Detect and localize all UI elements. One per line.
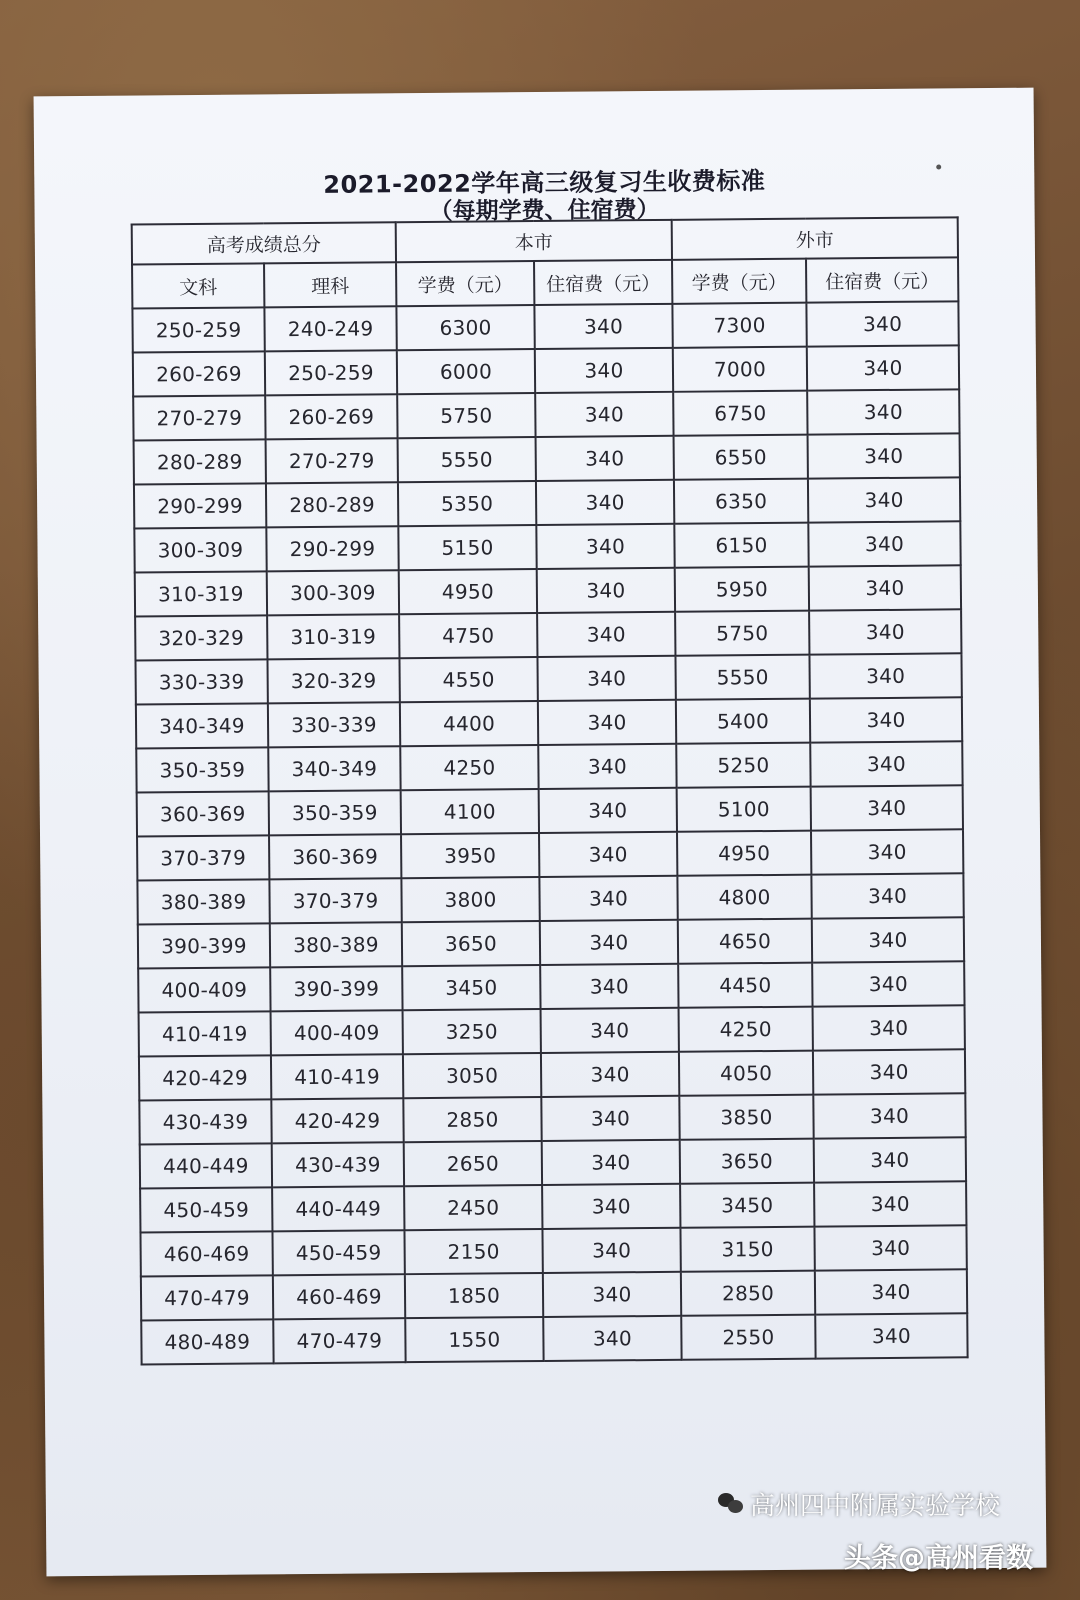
science-score-cell: 340-349 (268, 746, 400, 791)
local-tuition-cell: 4100 (401, 789, 539, 834)
local-tuition-cell: 3800 (401, 877, 539, 922)
science-score-cell: 420-429 (271, 1098, 403, 1143)
other-tuition-cell: 5550 (675, 655, 809, 700)
local-accommodation-cell: 340 (539, 876, 677, 921)
other-accommodation-cell: 340 (810, 697, 962, 742)
liberal-arts-score-cell: 420-429 (139, 1055, 271, 1100)
liberal-arts-score-cell: 460-469 (140, 1231, 272, 1276)
liberal-arts-score-cell: 450-459 (140, 1187, 272, 1232)
liberal-arts-score-cell: 300-309 (134, 527, 266, 572)
table-row (140, 1225, 966, 1276)
other-accommodation-cell: 340 (811, 785, 963, 830)
other-tuition-cell: 4450 (678, 963, 812, 1008)
other-accommodation-cell: 340 (810, 741, 962, 786)
local-accommodation-cell: 340 (542, 1228, 680, 1273)
other-tuition-header: 学费（元） (672, 259, 806, 304)
other-accommodation-cell: 340 (808, 477, 960, 522)
science-score-cell: 390-399 (270, 966, 402, 1011)
other-tuition-cell: 4250 (679, 1007, 813, 1052)
table-row (139, 1005, 965, 1056)
local-tuition-cell: 5350 (398, 481, 536, 526)
other-accommodation-cell: 340 (807, 345, 959, 390)
other-city-header: 外市 (672, 217, 958, 259)
science-score-cell: 380-389 (270, 922, 402, 967)
table-row (139, 1049, 965, 1100)
table-row (133, 389, 959, 440)
liberal-arts-score-cell: 440-449 (140, 1143, 272, 1188)
local-accommodation-cell: 340 (537, 568, 675, 613)
other-tuition-cell: 5100 (677, 787, 811, 832)
table-row (137, 873, 963, 924)
other-tuition-cell: 3150 (680, 1227, 814, 1272)
science-header: 理科 (264, 262, 396, 307)
other-tuition-cell: 4800 (677, 875, 811, 920)
science-score-cell: 350-359 (269, 790, 401, 835)
other-accommodation-cell: 340 (809, 653, 961, 698)
table-row (141, 1269, 967, 1320)
table-row (133, 345, 959, 396)
other-tuition-cell: 4650 (678, 919, 812, 964)
liberal-arts-score-cell: 280-289 (134, 439, 266, 484)
local-accommodation-cell: 340 (535, 348, 673, 393)
other-accommodation-cell: 340 (814, 1181, 966, 1226)
local-tuition-cell: 4250 (400, 745, 538, 790)
local-tuition-cell: 6300 (396, 305, 534, 350)
science-score-cell: 400-409 (271, 1010, 403, 1055)
liberal-arts-score-cell: 360-369 (137, 791, 269, 836)
science-score-cell: 250-259 (265, 350, 397, 395)
other-accommodation-cell: 340 (815, 1269, 967, 1314)
table-row (134, 477, 960, 528)
local-tuition-cell: 3450 (402, 965, 540, 1010)
other-tuition-cell: 6350 (674, 479, 808, 524)
other-tuition-cell: 5750 (675, 611, 809, 656)
science-score-cell: 300-309 (267, 570, 399, 615)
local-accommodation-cell: 340 (538, 700, 676, 745)
other-tuition-cell: 3650 (680, 1139, 814, 1184)
local-tuition-cell: 5750 (397, 393, 535, 438)
local-accommodation-cell: 340 (534, 304, 672, 349)
other-accommodation-cell: 340 (809, 565, 961, 610)
science-score-cell: 370-379 (269, 878, 401, 923)
header-row-2 (132, 257, 958, 308)
other-tuition-cell: 4950 (677, 831, 811, 876)
liberal-arts-score-cell: 430-439 (139, 1099, 271, 1144)
science-score-cell: 460-469 (273, 1274, 405, 1319)
local-tuition-cell: 2850 (403, 1097, 541, 1142)
other-accommodation-cell: 340 (808, 521, 960, 566)
local-tuition-cell: 4550 (399, 657, 537, 702)
other-accommodation-header: 住宿费（元） (806, 257, 958, 302)
other-accommodation-cell: 340 (814, 1225, 966, 1270)
table-row (134, 521, 960, 572)
science-score-cell: 450-459 (272, 1230, 404, 1275)
liberal-arts-score-cell: 290-299 (134, 483, 266, 528)
other-tuition-cell: 5950 (675, 567, 809, 612)
local-accommodation-cell: 340 (540, 920, 678, 965)
other-tuition-cell: 2850 (681, 1271, 815, 1316)
local-accommodation-cell: 340 (536, 436, 674, 481)
other-tuition-cell: 6550 (674, 435, 808, 480)
table-row (140, 1137, 966, 1188)
other-accommodation-cell: 340 (807, 389, 959, 434)
table-row (138, 961, 964, 1012)
other-accommodation-cell: 340 (815, 1313, 967, 1358)
local-accommodation-cell: 340 (542, 1140, 680, 1185)
science-score-cell: 260-269 (265, 394, 397, 439)
other-accommodation-cell: 340 (809, 609, 961, 654)
table-row (137, 785, 963, 836)
other-accommodation-cell: 340 (813, 1093, 965, 1138)
table-row (136, 741, 962, 792)
other-tuition-cell: 3850 (679, 1095, 813, 1140)
other-tuition-cell: 3450 (680, 1183, 814, 1228)
local-tuition-cell: 3650 (402, 921, 540, 966)
other-tuition-cell: 6750 (673, 391, 807, 436)
local-city-header: 本市 (396, 220, 672, 262)
local-accommodation-cell: 340 (539, 832, 677, 877)
local-tuition-cell: 4950 (399, 569, 537, 614)
other-accommodation-cell: 340 (813, 1005, 965, 1050)
local-tuition-cell: 2450 (404, 1185, 542, 1230)
other-accommodation-cell: 340 (808, 433, 960, 478)
table-row (132, 301, 958, 352)
table-row (135, 653, 961, 704)
local-accommodation-cell: 340 (542, 1184, 680, 1229)
liberal-arts-score-cell: 270-279 (133, 395, 265, 440)
table-row (140, 1181, 966, 1232)
liberal-arts-score-cell: 370-379 (137, 835, 269, 880)
wechat-icon (718, 1493, 744, 1515)
science-score-cell: 240-249 (264, 306, 396, 351)
wechat-watermark (718, 1484, 1000, 1524)
liberal-arts-score-cell: 480-489 (141, 1319, 273, 1364)
local-accommodation-cell: 340 (535, 392, 673, 437)
science-score-cell: 280-289 (266, 482, 398, 527)
local-accommodation-cell: 340 (537, 656, 675, 701)
local-tuition-cell: 1850 (405, 1273, 543, 1318)
table-row (135, 565, 961, 616)
other-tuition-cell: 6150 (674, 523, 808, 568)
science-score-cell: 270-279 (266, 438, 398, 483)
science-score-cell: 330-339 (268, 702, 400, 747)
toutiao-brand-watermark: 头条@高州看数 (844, 1543, 1033, 1574)
table-row (134, 433, 960, 484)
table-row (141, 1313, 967, 1364)
local-accommodation-cell: 340 (540, 964, 678, 1009)
science-score-cell: 410-419 (271, 1054, 403, 1099)
local-accommodation-cell: 340 (541, 1052, 679, 1097)
local-tuition-cell: 4400 (400, 701, 538, 746)
local-accommodation-cell: 340 (536, 480, 674, 525)
other-accommodation-cell: 340 (812, 917, 964, 962)
local-accommodation-header: 住宿费（元） (534, 260, 672, 305)
local-tuition-cell: 2650 (404, 1141, 542, 1186)
local-tuition-cell: 2150 (404, 1229, 542, 1274)
local-accommodation-cell: 340 (539, 788, 677, 833)
other-accommodation-cell: 340 (811, 873, 963, 918)
local-accommodation-cell: 340 (537, 612, 675, 657)
liberal-arts-score-cell: 380-389 (137, 879, 269, 924)
science-score-cell: 310-319 (267, 614, 399, 659)
local-tuition-header: 学费（元） (396, 261, 534, 306)
science-score-cell: 470-479 (273, 1318, 405, 1363)
local-tuition-cell: 4750 (399, 613, 537, 658)
local-tuition-cell: 1550 (405, 1317, 543, 1362)
liberal-arts-score-cell: 410-419 (139, 1011, 271, 1056)
wechat-account-name: 高州四中附属实验学校 (750, 1491, 1001, 1520)
local-tuition-cell: 5150 (398, 525, 536, 570)
table-row (136, 697, 962, 748)
liberal-arts-score-cell: 320-329 (135, 615, 267, 660)
other-tuition-cell: 5250 (676, 743, 810, 788)
local-tuition-cell: 5550 (398, 437, 536, 482)
liberal-arts-score-cell: 340-349 (136, 703, 268, 748)
liberal-arts-score-cell: 310-319 (135, 571, 267, 616)
local-accommodation-cell: 340 (541, 1008, 679, 1053)
science-score-cell: 430-439 (272, 1142, 404, 1187)
local-accommodation-cell: 340 (536, 524, 674, 569)
science-score-cell: 440-449 (272, 1186, 404, 1231)
other-tuition-cell: 2550 (681, 1315, 815, 1360)
liberal-arts-score-cell: 350-359 (136, 747, 268, 792)
local-accommodation-cell: 340 (543, 1272, 681, 1317)
table-row (135, 609, 961, 660)
liberal-arts-score-cell: 390-399 (138, 923, 270, 968)
other-tuition-cell: 4050 (679, 1051, 813, 1096)
local-tuition-cell: 3050 (403, 1053, 541, 1098)
document-subtitle: （每期学费、住宿费） (429, 196, 660, 225)
fee-table (131, 216, 969, 1365)
other-tuition-cell: 7300 (672, 303, 806, 348)
local-accommodation-cell: 340 (538, 744, 676, 789)
score-total-header: 高考成绩总分 (132, 222, 396, 264)
local-tuition-cell: 6000 (397, 349, 535, 394)
other-tuition-cell: 5400 (676, 699, 810, 744)
other-accommodation-cell: 340 (813, 1049, 965, 1094)
other-accommodation-cell: 340 (814, 1137, 966, 1182)
fee-table-body (132, 301, 967, 1364)
other-tuition-cell: 7000 (673, 347, 807, 392)
science-score-cell: 320-329 (267, 658, 399, 703)
local-accommodation-cell: 340 (541, 1096, 679, 1141)
local-accommodation-cell: 340 (543, 1316, 681, 1361)
science-score-cell: 360-369 (269, 834, 401, 879)
liberal-arts-score-cell: 330-339 (135, 659, 267, 704)
table-row (138, 917, 964, 968)
local-tuition-cell: 3950 (401, 833, 539, 878)
other-accommodation-cell: 340 (811, 829, 963, 874)
document-title: 2021-2022学年高三级复习生收费标准 (323, 167, 766, 199)
liberal-arts-score-cell: 260-269 (133, 351, 265, 396)
other-accommodation-cell: 340 (806, 301, 958, 346)
paper-sheet (34, 88, 1047, 1577)
science-score-cell: 290-299 (266, 526, 398, 571)
other-accommodation-cell: 340 (812, 961, 964, 1006)
liberal-arts-header: 文科 (132, 263, 264, 308)
table-row (137, 829, 963, 880)
local-tuition-cell: 3250 (403, 1009, 541, 1054)
liberal-arts-score-cell: 400-409 (138, 967, 270, 1012)
liberal-arts-score-cell: 250-259 (132, 307, 264, 352)
table-row (139, 1093, 965, 1144)
liberal-arts-score-cell: 470-479 (141, 1275, 273, 1320)
